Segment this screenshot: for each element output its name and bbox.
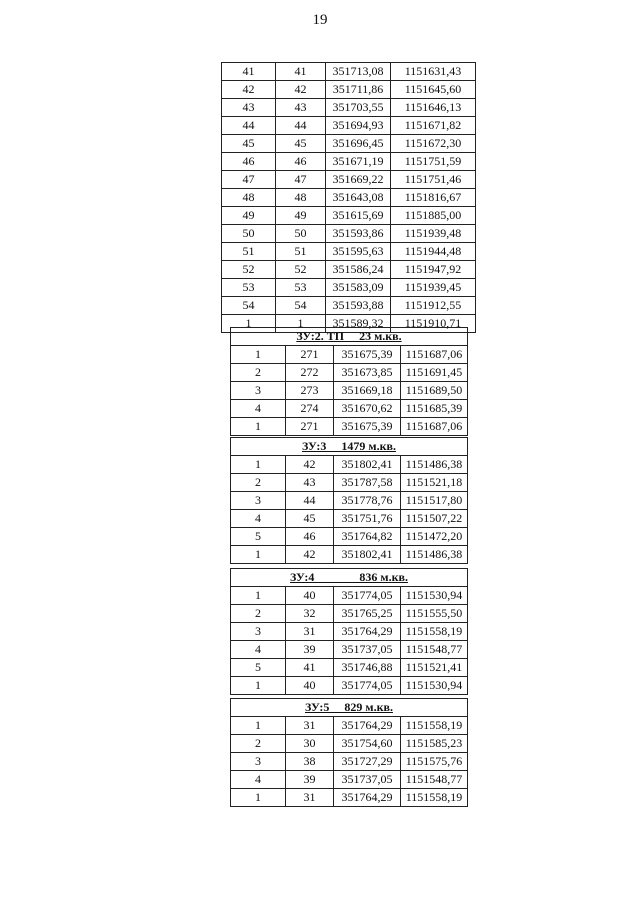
vertex-number-cell: 1 <box>276 315 326 333</box>
plot-table-zu2 <box>230 327 468 436</box>
point-number-cell: 4 <box>231 400 286 418</box>
table-row <box>222 189 476 207</box>
point-number-cell: 3 <box>231 753 286 771</box>
vertex-number-cell: 39 <box>286 641 334 659</box>
table-row <box>222 171 476 189</box>
vertex-number-cell: 272 <box>286 364 334 382</box>
y-coordinate-cell: 1151585,23 <box>401 735 468 753</box>
x-coordinate-cell: 351703,55 <box>326 99 391 117</box>
point-number-cell: 3 <box>231 382 286 400</box>
x-coordinate-cell: 351802,41 <box>334 456 401 474</box>
coordinates-table <box>221 62 476 333</box>
table-row <box>222 279 476 297</box>
plot-header-row <box>231 328 468 346</box>
y-coordinate-cell: 1151530,94 <box>401 587 468 605</box>
vertex-number-cell: 40 <box>286 587 334 605</box>
y-coordinate-cell: 1151885,00 <box>391 207 476 225</box>
y-coordinate-cell: 1151548,77 <box>401 771 468 789</box>
x-coordinate-cell: 351746,88 <box>334 659 401 677</box>
point-number-cell: 1 <box>231 346 286 364</box>
x-coordinate-cell: 351586,24 <box>326 261 391 279</box>
vertex-number-cell: 54 <box>276 297 326 315</box>
vertex-number-cell: 45 <box>286 510 334 528</box>
table-row <box>231 789 468 807</box>
table-row <box>231 605 468 623</box>
vertex-number-cell: 271 <box>286 418 334 436</box>
plot-table-zu5 <box>230 698 468 807</box>
point-number-cell: 4 <box>231 510 286 528</box>
x-coordinate-cell: 351669,22 <box>326 171 391 189</box>
vertex-number-cell: 45 <box>276 135 326 153</box>
plot-header-row <box>231 699 468 717</box>
point-number-cell: 1 <box>231 456 286 474</box>
table-row <box>231 771 468 789</box>
x-coordinate-cell: 351802,41 <box>334 546 401 564</box>
vertex-number-cell: 41 <box>276 63 326 81</box>
point-number-cell: 1 <box>231 418 286 436</box>
table-row <box>222 261 476 279</box>
x-coordinate-cell: 351764,29 <box>334 717 401 735</box>
table-row <box>231 623 468 641</box>
point-number-cell: 51 <box>222 243 276 261</box>
table-row <box>231 659 468 677</box>
y-coordinate-cell: 1151530,94 <box>401 677 468 695</box>
plot-title: ЗУ:4 836 м.кв. <box>290 570 408 584</box>
vertex-number-cell: 52 <box>276 261 326 279</box>
point-number-cell: 1 <box>231 717 286 735</box>
vertex-number-cell: 271 <box>286 346 334 364</box>
x-coordinate-cell: 351711,86 <box>326 81 391 99</box>
point-number-cell: 1 <box>222 315 276 333</box>
y-coordinate-cell: 1151517,80 <box>401 492 468 510</box>
vertex-number-cell: 51 <box>276 243 326 261</box>
y-coordinate-cell: 1151521,18 <box>401 474 468 492</box>
table-row <box>231 677 468 695</box>
point-number-cell: 1 <box>231 587 286 605</box>
x-coordinate-cell: 351675,39 <box>334 346 401 364</box>
point-number-cell: 3 <box>231 492 286 510</box>
x-coordinate-cell: 351764,29 <box>334 789 401 807</box>
table-row <box>231 400 468 418</box>
y-coordinate-cell: 1151944,48 <box>391 243 476 261</box>
x-coordinate-cell: 351694,93 <box>326 117 391 135</box>
vertex-number-cell: 43 <box>286 474 334 492</box>
vertex-number-cell: 31 <box>286 623 334 641</box>
x-coordinate-cell: 351713,08 <box>326 63 391 81</box>
point-number-cell: 2 <box>231 474 286 492</box>
x-coordinate-cell: 351671,19 <box>326 153 391 171</box>
x-coordinate-cell: 351593,88 <box>326 297 391 315</box>
point-number-cell: 5 <box>231 659 286 677</box>
table-row <box>222 117 476 135</box>
y-coordinate-cell: 1151472,20 <box>401 528 468 546</box>
table-row <box>231 510 468 528</box>
point-number-cell: 2 <box>231 735 286 753</box>
y-coordinate-cell: 1151751,46 <box>391 171 476 189</box>
y-coordinate-cell: 1151689,50 <box>401 382 468 400</box>
table-row <box>231 587 468 605</box>
table-row <box>222 99 476 117</box>
point-number-cell: 3 <box>231 623 286 641</box>
vertex-number-cell: 39 <box>286 771 334 789</box>
y-coordinate-cell: 1151558,19 <box>401 789 468 807</box>
x-coordinate-cell: 351615,69 <box>326 207 391 225</box>
point-number-cell: 53 <box>222 279 276 297</box>
vertex-number-cell: 31 <box>286 789 334 807</box>
x-coordinate-cell: 351764,29 <box>334 623 401 641</box>
y-coordinate-cell: 1151816,67 <box>391 189 476 207</box>
y-coordinate-cell: 1151672,30 <box>391 135 476 153</box>
y-coordinate-cell: 1151685,39 <box>401 400 468 418</box>
point-number-cell: 41 <box>222 63 276 81</box>
x-coordinate-cell: 351754,60 <box>334 735 401 753</box>
table-row <box>222 243 476 261</box>
y-coordinate-cell: 1151645,60 <box>391 81 476 99</box>
y-coordinate-cell: 1151521,41 <box>401 659 468 677</box>
table-row <box>222 225 476 243</box>
x-coordinate-cell: 351727,29 <box>334 753 401 771</box>
x-coordinate-cell: 351737,05 <box>334 771 401 789</box>
y-coordinate-cell: 1151691,45 <box>401 364 468 382</box>
y-coordinate-cell: 1151507,22 <box>401 510 468 528</box>
y-coordinate-cell: 1151631,43 <box>391 63 476 81</box>
point-number-cell: 45 <box>222 135 276 153</box>
y-coordinate-cell: 1151939,45 <box>391 279 476 297</box>
y-coordinate-cell: 1151558,19 <box>401 623 468 641</box>
vertex-number-cell: 42 <box>276 81 326 99</box>
vertex-number-cell: 47 <box>276 171 326 189</box>
plot-title: ЗУ:2. ТП 23 м.кв. <box>296 329 402 343</box>
y-coordinate-cell: 1151486,38 <box>401 546 468 564</box>
table-row <box>231 474 468 492</box>
table-row <box>231 364 468 382</box>
table-row <box>231 456 468 474</box>
vertex-number-cell: 32 <box>286 605 334 623</box>
y-coordinate-cell: 1151939,48 <box>391 225 476 243</box>
point-number-cell: 1 <box>231 677 286 695</box>
table-row <box>231 753 468 771</box>
vertex-number-cell: 53 <box>276 279 326 297</box>
point-number-cell: 1 <box>231 546 286 564</box>
x-coordinate-cell: 351774,05 <box>334 587 401 605</box>
y-coordinate-cell: 1151548,77 <box>401 641 468 659</box>
point-number-cell: 2 <box>231 364 286 382</box>
x-coordinate-cell: 351737,05 <box>334 641 401 659</box>
vertex-number-cell: 43 <box>276 99 326 117</box>
vertex-number-cell: 38 <box>286 753 334 771</box>
vertex-number-cell: 44 <box>286 492 334 510</box>
y-coordinate-cell: 1151555,50 <box>401 605 468 623</box>
page-number: 19 <box>312 12 328 28</box>
plot-table-zu3 <box>230 437 468 564</box>
point-number-cell: 42 <box>222 81 276 99</box>
y-coordinate-cell: 1151687,06 <box>401 346 468 364</box>
point-number-cell: 5 <box>231 528 286 546</box>
vertex-number-cell: 31 <box>286 717 334 735</box>
table-row <box>222 135 476 153</box>
table-row <box>222 81 476 99</box>
vertex-number-cell: 50 <box>276 225 326 243</box>
vertex-number-cell: 48 <box>276 189 326 207</box>
x-coordinate-cell: 351589,32 <box>326 315 391 333</box>
x-coordinate-cell: 351673,85 <box>334 364 401 382</box>
y-coordinate-cell: 1151575,76 <box>401 753 468 771</box>
x-coordinate-cell: 351696,45 <box>326 135 391 153</box>
point-number-cell: 4 <box>231 641 286 659</box>
table-row <box>222 297 476 315</box>
y-coordinate-cell: 1151646,13 <box>391 99 476 117</box>
table-row <box>231 346 468 364</box>
table-row <box>231 735 468 753</box>
x-coordinate-cell: 351670,62 <box>334 400 401 418</box>
point-number-cell: 4 <box>231 771 286 789</box>
x-coordinate-cell: 351595,63 <box>326 243 391 261</box>
point-number-cell: 54 <box>222 297 276 315</box>
x-coordinate-cell: 351675,39 <box>334 418 401 436</box>
vertex-number-cell: 40 <box>286 677 334 695</box>
x-coordinate-cell: 351764,82 <box>334 528 401 546</box>
point-number-cell: 47 <box>222 171 276 189</box>
plot-title-cell <box>231 328 468 346</box>
plot-title-cell <box>231 569 468 587</box>
table-row <box>231 528 468 546</box>
point-number-cell: 44 <box>222 117 276 135</box>
point-number-cell: 43 <box>222 99 276 117</box>
vertex-number-cell: 49 <box>276 207 326 225</box>
point-number-cell: 52 <box>222 261 276 279</box>
x-coordinate-cell: 351593,86 <box>326 225 391 243</box>
vertex-number-cell: 274 <box>286 400 334 418</box>
table-row <box>222 63 476 81</box>
x-coordinate-cell: 351669,18 <box>334 382 401 400</box>
point-number-cell: 46 <box>222 153 276 171</box>
plot-title: ЗУ:3 1479 м.кв. <box>302 439 396 453</box>
vertex-number-cell: 44 <box>276 117 326 135</box>
plot-table-zu4 <box>230 568 468 695</box>
table-row <box>231 641 468 659</box>
vertex-number-cell: 42 <box>286 456 334 474</box>
x-coordinate-cell: 351778,76 <box>334 492 401 510</box>
y-coordinate-cell: 1151671,82 <box>391 117 476 135</box>
point-number-cell: 48 <box>222 189 276 207</box>
table-row <box>231 382 468 400</box>
y-coordinate-cell: 1151558,19 <box>401 717 468 735</box>
x-coordinate-cell: 351643,08 <box>326 189 391 207</box>
point-number-cell: 1 <box>231 789 286 807</box>
vertex-number-cell: 273 <box>286 382 334 400</box>
vertex-number-cell: 46 <box>276 153 326 171</box>
table-row <box>222 207 476 225</box>
y-coordinate-cell: 1151912,55 <box>391 297 476 315</box>
x-coordinate-cell: 351774,05 <box>334 677 401 695</box>
y-coordinate-cell: 1151751,59 <box>391 153 476 171</box>
table-row <box>231 717 468 735</box>
vertex-number-cell: 30 <box>286 735 334 753</box>
plot-header-row <box>231 438 468 456</box>
y-coordinate-cell: 1151486,38 <box>401 456 468 474</box>
table-row <box>231 492 468 510</box>
x-coordinate-cell: 351765,25 <box>334 605 401 623</box>
plot-title: ЗУ:5 829 м.кв. <box>305 700 393 714</box>
vertex-number-cell: 42 <box>286 546 334 564</box>
table-row <box>231 418 468 436</box>
point-number-cell: 49 <box>222 207 276 225</box>
point-number-cell: 50 <box>222 225 276 243</box>
x-coordinate-cell: 351751,76 <box>334 510 401 528</box>
table-row <box>231 546 468 564</box>
vertex-number-cell: 46 <box>286 528 334 546</box>
vertex-number-cell: 41 <box>286 659 334 677</box>
plot-title-cell <box>231 699 468 717</box>
point-number-cell: 2 <box>231 605 286 623</box>
x-coordinate-cell: 351583,09 <box>326 279 391 297</box>
table-row <box>222 153 476 171</box>
x-coordinate-cell: 351787,58 <box>334 474 401 492</box>
y-coordinate-cell: 1151687,06 <box>401 418 468 436</box>
y-coordinate-cell: 1151910,71 <box>391 315 476 333</box>
y-coordinate-cell: 1151947,92 <box>391 261 476 279</box>
plot-header-row <box>231 569 468 587</box>
plot-title-cell <box>231 438 468 456</box>
